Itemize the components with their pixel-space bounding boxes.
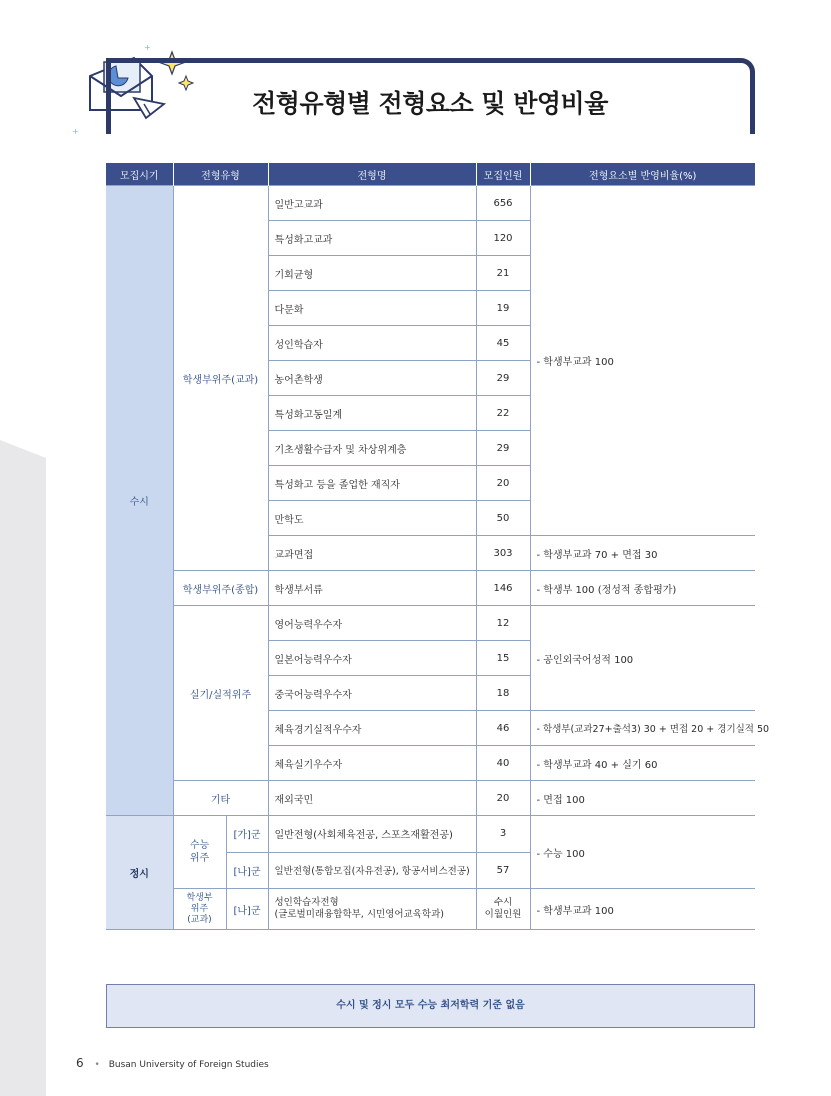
admission-name: 중국어능력우수자 [268, 676, 476, 711]
table-row [106, 781, 755, 816]
gun-ga: [가]군 [227, 816, 268, 853]
admission-name: 일반전형(사회체육전공, 스포츠재활전공) [268, 816, 476, 853]
note-box: 수시 및 정시 모두 수능 최저학력 기준 없음 [106, 984, 755, 1028]
admission-name: 학생부서류 [268, 571, 476, 606]
admission-count: 303 [476, 536, 530, 571]
admission-count: 20 [476, 781, 530, 816]
admission-name: 일본어능력우수자 [268, 641, 476, 676]
title-frame-left [106, 58, 111, 134]
admission-count: 46 [476, 711, 530, 746]
admission-name-line2: (글로벌미래융합학부, 시민영어교육학과) [274, 909, 444, 920]
admission-count-line1: 수시 [493, 897, 513, 908]
gun-na: [나]군 [233, 866, 261, 878]
table-row [106, 606, 755, 641]
admission-count: 3 [476, 816, 530, 853]
period-susi: 수시 [106, 186, 173, 816]
admission-count: 120 [476, 221, 530, 256]
admission-count: 146 [476, 571, 530, 606]
admission-count: 18 [476, 676, 530, 711]
header-period: 모집시기 [106, 163, 173, 186]
admission-name: 재외국민 [268, 781, 476, 816]
page-title: 전형유형별 전형요소 및 반영비율 [252, 89, 608, 118]
svg-text:+: + [72, 127, 79, 136]
admission-count: 656 [476, 186, 530, 221]
period-jeongsi: 정시 [106, 816, 173, 930]
table-row [106, 571, 755, 606]
table-header-row [106, 163, 755, 186]
admission-name: 일반고교과 [268, 186, 476, 221]
admission-count: 45 [476, 326, 530, 361]
table-row [106, 816, 755, 853]
ratio-cell: - 학생부교과 40 + 실기 60 [530, 746, 755, 781]
type-gyogwa: 학생부위주(교과) [173, 186, 268, 571]
ratio-cell: - 학생부교과 70 + 면접 30 [530, 536, 755, 571]
admission-count: 12 [476, 606, 530, 641]
header-type: 전형유형 [173, 163, 268, 186]
footer-text: Busan University of Foreign Studies [108, 1060, 269, 1070]
admission-name [268, 889, 476, 930]
gun-na-2: [나]군 [233, 905, 261, 917]
ratio-cell: - 수능 100 [530, 816, 755, 889]
ratio-cell: - 학생부 100 (정성적 종합평가) [530, 571, 755, 606]
ratio-cell: - 학생부교과 100 [530, 889, 755, 930]
type-suneung: 수능 위주 [174, 816, 227, 888]
ratio-cell: - 학생부(교과27+출석3) 30 + 면접 20 + 경기실적 50 [530, 711, 755, 746]
admission-count [476, 889, 530, 930]
bullet-icon: • [94, 1060, 100, 1070]
table-row [106, 186, 755, 221]
ratio-cell: - 공인외국어성적 100 [530, 606, 755, 711]
type-gita: 기타 [173, 781, 268, 816]
admission-count: 29 [476, 431, 530, 466]
admission-count: 21 [476, 256, 530, 291]
side-decoration [0, 440, 46, 1096]
admission-count: 50 [476, 501, 530, 536]
footer [76, 1056, 269, 1070]
type-jeongsi-wrap [173, 816, 268, 889]
header-name: 전형명 [268, 163, 476, 186]
admission-name: 특성화고동일계 [268, 396, 476, 431]
admission-name: 체육실기우수자 [268, 746, 476, 781]
ratio-cell: - 면접 100 [530, 781, 755, 816]
type-silgi: 실기/실적위주 [173, 606, 268, 781]
type-haksaeng: 학생부 위주 (교과) [174, 889, 227, 929]
admission-count: 20 [476, 466, 530, 501]
admission-name: 교과면접 [268, 536, 476, 571]
admission-name: 만학도 [268, 501, 476, 536]
header-count: 모집인원 [476, 163, 530, 186]
page-number: 6 [76, 1056, 84, 1070]
admission-count: 29 [476, 361, 530, 396]
admission-name-line1: 성인학습자전형 [274, 897, 339, 908]
type-jonghap: 학생부위주(종합) [173, 571, 268, 606]
admission-count: 22 [476, 396, 530, 431]
admission-count: 40 [476, 746, 530, 781]
admission-name: 성인학습자 [268, 326, 476, 361]
svg-text:+: + [144, 43, 151, 52]
header-ratio: 전형요소별 반영비율(%) [530, 163, 755, 186]
admission-name: 체육경기실적우수자 [268, 711, 476, 746]
type-haksaeng-wrap [173, 889, 268, 930]
ratio-cell: - 학생부교과 100 [530, 186, 755, 536]
admission-count: 15 [476, 641, 530, 676]
admission-name: 기초생활수급자 및 차상위계층 [268, 431, 476, 466]
admission-table [106, 163, 770, 930]
admission-name: 영어능력우수자 [268, 606, 476, 641]
admission-count: 57 [476, 852, 530, 889]
admission-name: 특성화고교과 [268, 221, 476, 256]
table-row [106, 889, 755, 930]
admission-name: 특성화고 등을 졸업한 재직자 [268, 466, 476, 501]
admission-name: 일반전형(통합모집(자유전공), 항공서비스전공) [268, 852, 476, 889]
gun-column [227, 816, 268, 888]
admission-name: 농어촌학생 [268, 361, 476, 396]
admission-count: 19 [476, 291, 530, 326]
admission-name: 다문화 [268, 291, 476, 326]
admission-count-line2: 이월인원 [484, 909, 522, 920]
admission-name: 기회균형 [268, 256, 476, 291]
